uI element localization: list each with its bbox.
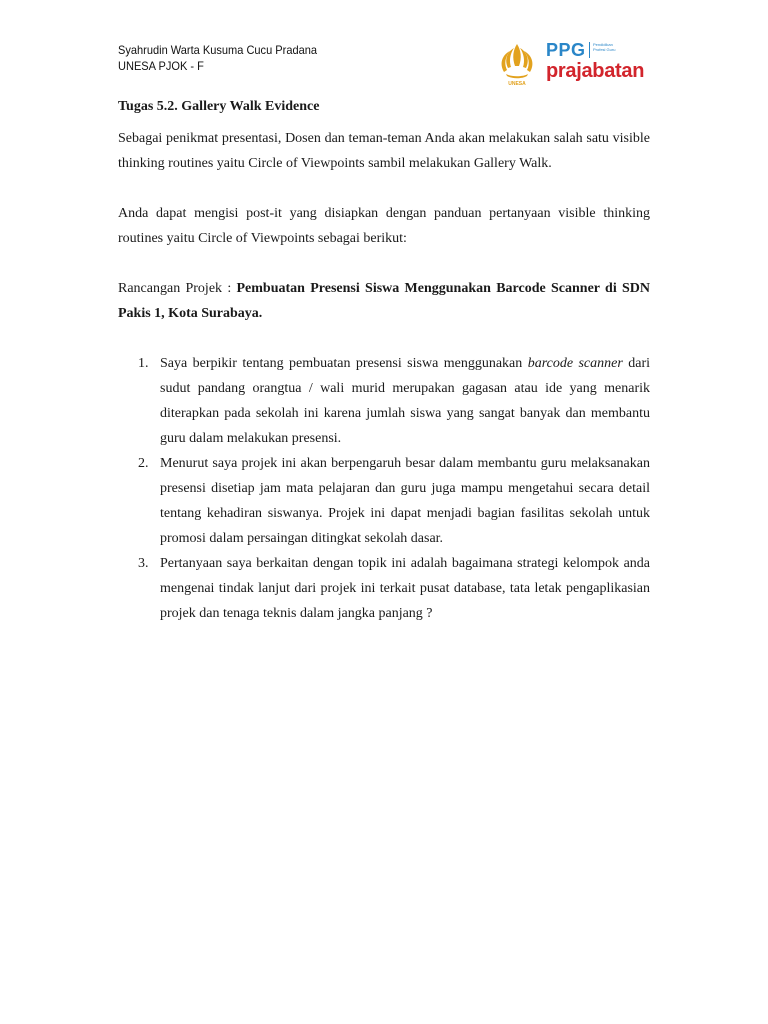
- answer-italic-term: barcode scanner: [527, 356, 623, 371]
- project-title: Pembuatan Presensi Siswa Menggunakan Barcode Scanner di SDN Pakis 1, Kota Surabaya.: [118, 281, 650, 321]
- answer-text: Saya berpikir tentang pembuatan presensi siswa menggunakan: [160, 356, 528, 371]
- answers-list: [118, 351, 650, 626]
- list-item: [118, 551, 650, 626]
- logo-sub-text: Pendidikan Profesi Guru: [593, 42, 616, 52]
- project-statement: [118, 276, 650, 326]
- paragraph-intro: Sebagai penikmat presentasi, Dosen dan teman-teman Anda akan melakukan salah satu visible thinking routines yaitu Circle of Viewpoints sambil melakukan Gallery Walk.: [118, 131, 650, 171]
- author-name: Syahrudin Warta Kusuma Cucu Pradana: [118, 43, 318, 57]
- project-label: Rancangan Projek :: [118, 281, 237, 296]
- emblem-label: UNESA: [508, 81, 526, 87]
- program-name: UNESA PJOK - F: [118, 59, 204, 73]
- answer-text: Menurut saya projek ini akan berpengaruh besar dalam membantu guru melaksanakan presensi disetiap jam mata pelajaran dan guru juga mampu mengetahui secara detail tentang kehadiran siswanya. Projek ini dapat menjadi bagian fasilitas sekolah untuk promosi dalam persaingan ditingkat sekolah dasar.: [160, 456, 650, 546]
- paragraph-instructions: Anda dapat mengisi post-it yang disiapkan dengan panduan pertanyaan visible thinking routines yaitu Circle of Viewpoints sebagai berikut:: [118, 206, 650, 246]
- list-number: 1.: [138, 356, 149, 371]
- list-item: [118, 451, 650, 551]
- answer-text-cont: dari sudut pandang orangtua / wali murid merupakan gagasan atau ide yang menarik diterapkan pada sekolah ini karena jumlah siswa yang sangat banyak dan membantu guru dalam melakukan presensi.: [160, 356, 651, 446]
- document-title: Tugas 5.2. Gallery Walk Evidence: [118, 99, 320, 114]
- list-number: 2.: [138, 456, 149, 471]
- list-number: 3.: [138, 556, 149, 571]
- logo-divider: [589, 42, 590, 58]
- answer-text: Pertanyaan saya berkaitan dengan topik ini adalah bagaimana strategi kelompok anda mengenai tindak lanjut dari projek ini terkait pusat database, tata letak pengaplikasian projek dan tenaga teknis dalam jangka panjang ?: [160, 556, 650, 621]
- logo-prajabatan-text: prajabatan: [546, 60, 645, 82]
- unesa-emblem-icon: [496, 40, 538, 88]
- logo-ppg-text: PPG: [546, 40, 586, 60]
- list-item: [118, 351, 650, 451]
- ppg-prajabatan-logo: [496, 38, 656, 88]
- document-body: [118, 96, 650, 626]
- document-header: [118, 42, 317, 74]
